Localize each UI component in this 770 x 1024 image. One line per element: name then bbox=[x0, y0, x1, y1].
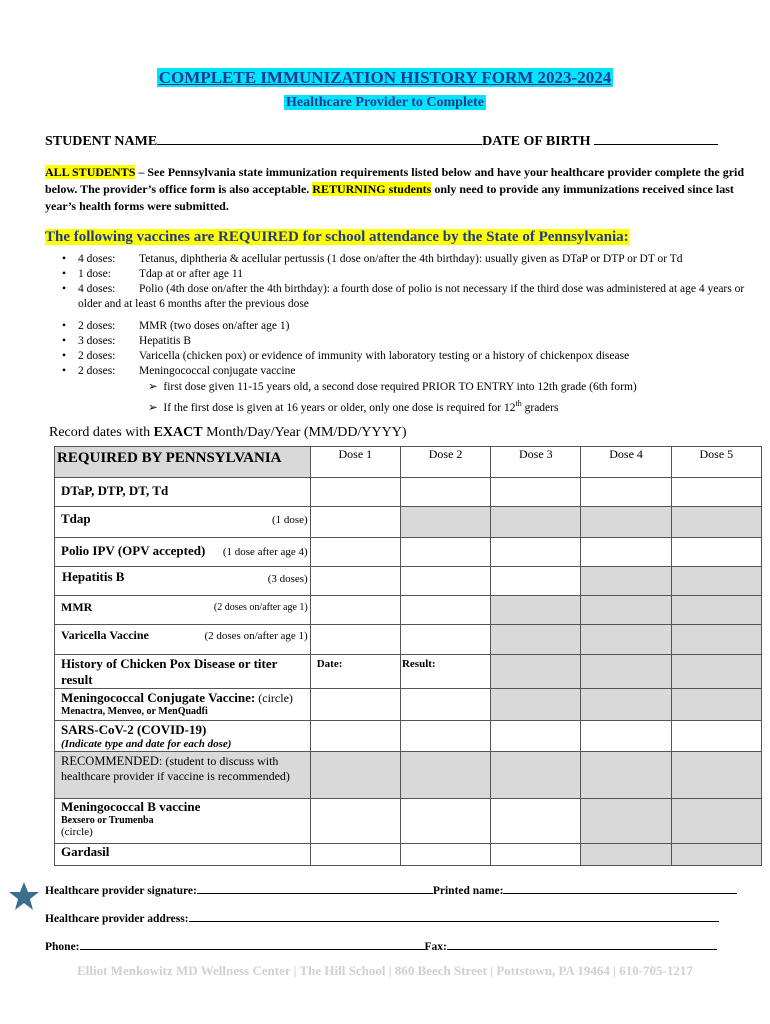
dob-label: DATE OF BIRTH bbox=[482, 134, 591, 149]
returning-students-label: RETURNING students bbox=[312, 182, 432, 196]
requirement-text: Varicella (chicken pox) or evidence of immunity with laboratory testing or a history of chickenpox disease bbox=[139, 350, 630, 362]
table-row bbox=[55, 721, 762, 752]
meningococcal-dose-2[interactable] bbox=[400, 689, 490, 721]
polio-dose-1[interactable] bbox=[310, 538, 400, 567]
dose-1-header: Dose 1 bbox=[310, 447, 400, 478]
requirements-group-1 bbox=[45, 252, 757, 312]
hepb-dose-3[interactable] bbox=[491, 567, 581, 596]
table-row bbox=[55, 844, 762, 866]
row-polio-label: Polio IPV (OPV accepted) (1 dose after age 4) bbox=[55, 538, 311, 567]
form-subtitle: Healthcare Provider to Complete bbox=[286, 95, 484, 110]
requirement-item bbox=[45, 252, 757, 267]
signature-field[interactable] bbox=[197, 881, 433, 894]
requirement-item bbox=[45, 364, 757, 379]
varicella-dose-1[interactable] bbox=[310, 625, 400, 655]
shaded-cell bbox=[400, 752, 490, 799]
printed-name-field[interactable] bbox=[503, 881, 737, 894]
requirement-dose: 2 doses: bbox=[78, 365, 116, 377]
mmr-dose-1[interactable] bbox=[310, 596, 400, 625]
gardasil-dose-3[interactable] bbox=[491, 844, 581, 866]
dtap-dose-2[interactable] bbox=[400, 478, 490, 507]
requirement-dose: 4 doses: bbox=[78, 253, 116, 265]
table-row bbox=[55, 538, 762, 567]
table-header-row bbox=[55, 447, 762, 478]
mmr-dose-2[interactable] bbox=[400, 596, 490, 625]
recommended-label: RECOMMENDED: (student to discuss with healthcare provider if vaccine is recommended) bbox=[55, 752, 311, 799]
all-students-notice bbox=[45, 164, 760, 215]
shaded-cell bbox=[581, 507, 671, 538]
shaded-cell bbox=[581, 752, 671, 799]
dtap-dose-1[interactable] bbox=[310, 478, 400, 507]
form-title: COMPLETE IMMUNIZATION HISTORY FORM 2023-2024 bbox=[158, 68, 612, 87]
table-row bbox=[55, 596, 762, 625]
covid-dose-3[interactable] bbox=[491, 721, 581, 752]
table-header-label: REQUIRED BY PENNSYLVANIA bbox=[55, 447, 311, 478]
polio-dose-5[interactable] bbox=[671, 538, 761, 567]
shaded-cell bbox=[581, 655, 671, 689]
fax-field[interactable] bbox=[447, 937, 717, 950]
bullet-icon: • bbox=[62, 268, 67, 280]
table-row bbox=[55, 752, 762, 799]
requirement-dose: 2 doses: bbox=[78, 350, 116, 362]
table-row bbox=[55, 655, 762, 689]
bullet-icon: • bbox=[62, 365, 67, 377]
star-icon bbox=[8, 880, 40, 912]
requirements-heading: The following vaccines are REQUIRED for school attendance by the State of Pennsylvania: bbox=[45, 229, 629, 245]
dose-4-header: Dose 4 bbox=[581, 447, 671, 478]
row-hepb-label: Hepatitis B (3 doses) bbox=[55, 567, 311, 596]
student-name-label: STUDENT NAME bbox=[45, 134, 158, 149]
shaded-cell bbox=[581, 799, 671, 844]
notice-text: – See Pennsylvania state immunization requirements listed below and have your healthcare provider complete the grid below. The provider’s office form is also acceptable. bbox=[45, 165, 745, 196]
bullet-icon: • bbox=[62, 320, 67, 332]
shaded-cell bbox=[671, 596, 761, 625]
requirement-dose: 4 doses: bbox=[78, 283, 116, 295]
shaded-cell bbox=[581, 567, 671, 596]
shaded-cell bbox=[671, 567, 761, 596]
requirement-text: Meningococcal conjugate vaccine bbox=[139, 365, 296, 377]
shaded-cell bbox=[491, 752, 581, 799]
shaded-cell bbox=[581, 596, 671, 625]
bullet-icon: • bbox=[62, 253, 67, 265]
chickenpox-result[interactable]: Result: bbox=[400, 655, 490, 689]
requirement-text: Hepatitis B bbox=[139, 335, 192, 347]
printed-name-label: Printed name: bbox=[432, 885, 504, 897]
requirement-dose: 2 doses: bbox=[78, 320, 116, 332]
phone-label: Phone: bbox=[45, 941, 80, 953]
requirement-text: Tetanus, diphtheria & acellular pertussis (1 dose on/after the 4th birthday): usually given as DTaP or DTP or DT or Td bbox=[139, 253, 683, 265]
polio-dose-4[interactable] bbox=[581, 538, 671, 567]
student-name-field[interactable] bbox=[157, 132, 482, 145]
record-instruction: Record dates with EXACT Month/Day/Year (MM/DD/YYYY) bbox=[49, 425, 407, 440]
requirement-text: Polio (4th dose on/after the 4th birthday): a fourth dose of polio is not necessary if the third dose was administered at age 4 years or older and at least 6 months after the previous dose bbox=[78, 283, 745, 310]
shaded-cell bbox=[671, 625, 761, 655]
bullet-icon: • bbox=[62, 283, 67, 295]
chickenpox-date[interactable]: Date: bbox=[310, 655, 400, 689]
table-row bbox=[55, 567, 762, 596]
tdap-dose-1[interactable] bbox=[310, 507, 400, 538]
hepb-dose-1[interactable] bbox=[310, 567, 400, 596]
address-label: Healthcare provider address: bbox=[45, 913, 189, 925]
dtap-dose-3[interactable] bbox=[491, 478, 581, 507]
menb-dose-3[interactable] bbox=[491, 799, 581, 844]
immunization-table bbox=[54, 446, 762, 866]
signature-label: Healthcare provider signature: bbox=[45, 885, 197, 897]
shaded-cell bbox=[581, 844, 671, 866]
shaded-cell bbox=[581, 689, 671, 721]
requirement-item bbox=[45, 282, 757, 312]
covid-dose-5[interactable] bbox=[671, 721, 761, 752]
dob-field[interactable] bbox=[594, 132, 718, 145]
shaded-cell bbox=[491, 596, 581, 625]
varicella-dose-2[interactable] bbox=[400, 625, 490, 655]
shaded-cell bbox=[491, 655, 581, 689]
meningococcal-note-1: ➢ first dose given 11-15 years old, a second dose required PRIOR TO ENTRY into 12th grade (6th form) bbox=[148, 381, 637, 393]
requirement-item bbox=[45, 349, 757, 364]
shaded-cell bbox=[671, 655, 761, 689]
bullet-icon: • bbox=[62, 350, 67, 362]
all-students-label: ALL STUDENTS bbox=[45, 165, 136, 179]
signature-row bbox=[45, 881, 737, 897]
table-row bbox=[55, 478, 762, 507]
requirement-text: Tdap at or after age 11 bbox=[139, 268, 243, 280]
bullet-icon: • bbox=[62, 335, 67, 347]
shaded-cell bbox=[581, 625, 671, 655]
gardasil-dose-1[interactable] bbox=[310, 844, 400, 866]
shaded-cell bbox=[671, 689, 761, 721]
covid-dose-1[interactable] bbox=[310, 721, 400, 752]
shaded-cell bbox=[491, 625, 581, 655]
hepb-dose-2[interactable] bbox=[400, 567, 490, 596]
phone-fax-row bbox=[45, 937, 717, 953]
dtap-dose-5[interactable] bbox=[671, 478, 761, 507]
shaded-cell bbox=[671, 752, 761, 799]
table-row bbox=[55, 799, 762, 844]
dtap-dose-4[interactable] bbox=[581, 478, 671, 507]
menb-dose-2[interactable] bbox=[400, 799, 490, 844]
footer-address: Elliot Menkowitz MD Wellness Center | The Hill School | 860 Beech Street | Pottstown, PA 19464 | 610-705-1217 bbox=[77, 963, 693, 978]
student-info-row bbox=[45, 132, 718, 150]
row-chickenpox-label: History of Chicken Pox Disease or titer result bbox=[55, 655, 311, 689]
covid-dose-2[interactable] bbox=[400, 721, 490, 752]
row-mmr-label: MMR (2 doses on/after age 1) bbox=[55, 596, 311, 625]
row-menb-label: Meningococcal B vaccine Bexsero or Trumenba (circle) bbox=[55, 799, 311, 844]
shaded-cell bbox=[671, 844, 761, 866]
requirements-list bbox=[45, 252, 757, 416]
address-row bbox=[45, 909, 719, 925]
requirement-item bbox=[45, 267, 757, 282]
row-dtap-label: DTaP, DTP, DT, Td bbox=[55, 478, 311, 507]
requirement-text: MMR (two doses on/after age 1) bbox=[139, 320, 290, 332]
table-row bbox=[55, 689, 762, 721]
shaded-cell bbox=[491, 689, 581, 721]
row-varicella-label: Varicella Vaccine (2 doses on/after age 1) bbox=[55, 625, 311, 655]
dose-2-header: Dose 2 bbox=[400, 447, 490, 478]
address-field[interactable] bbox=[189, 909, 719, 922]
dose-5-header: Dose 5 bbox=[671, 447, 761, 478]
fax-label: Fax: bbox=[424, 941, 447, 953]
row-covid-label: SARS-CoV-2 (COVID-19) (Indicate type and date for each dose) bbox=[55, 721, 311, 752]
phone-field[interactable] bbox=[80, 937, 425, 950]
dose-3-header: Dose 3 bbox=[491, 447, 581, 478]
gardasil-dose-2[interactable] bbox=[400, 844, 490, 866]
requirements-group-2 bbox=[45, 319, 757, 379]
requirement-item bbox=[45, 334, 757, 349]
menb-dose-1[interactable] bbox=[310, 799, 400, 844]
shaded-cell bbox=[491, 507, 581, 538]
requirement-dose: 1 dose: bbox=[78, 268, 111, 280]
row-meningococcal-label: Meningococcal Conjugate Vaccine: (circle) Menactra, Menveo, or MenQuadfi bbox=[55, 689, 311, 721]
shaded-cell bbox=[310, 752, 400, 799]
requirement-dose: 3 doses: bbox=[78, 335, 116, 347]
shaded-cell bbox=[671, 507, 761, 538]
polio-dose-2[interactable] bbox=[400, 538, 490, 567]
table-row bbox=[55, 507, 762, 538]
requirement-item bbox=[45, 319, 757, 334]
row-tdap-label: Tdap (1 dose) bbox=[55, 507, 311, 538]
meningococcal-note-2: ➢ If the first dose is given at 16 years or older, only one dose is required for 12th graders bbox=[148, 399, 559, 414]
row-gardasil-label: Gardasil bbox=[55, 844, 311, 866]
covid-dose-4[interactable] bbox=[581, 721, 671, 752]
polio-dose-3[interactable] bbox=[491, 538, 581, 567]
meningococcal-dose-1[interactable] bbox=[310, 689, 400, 721]
table-row bbox=[55, 625, 762, 655]
shaded-cell bbox=[400, 507, 490, 538]
shaded-cell bbox=[671, 799, 761, 844]
notice-text-2: only need to provide any immunizations received since last year’s health forms were submitted. bbox=[45, 182, 734, 213]
